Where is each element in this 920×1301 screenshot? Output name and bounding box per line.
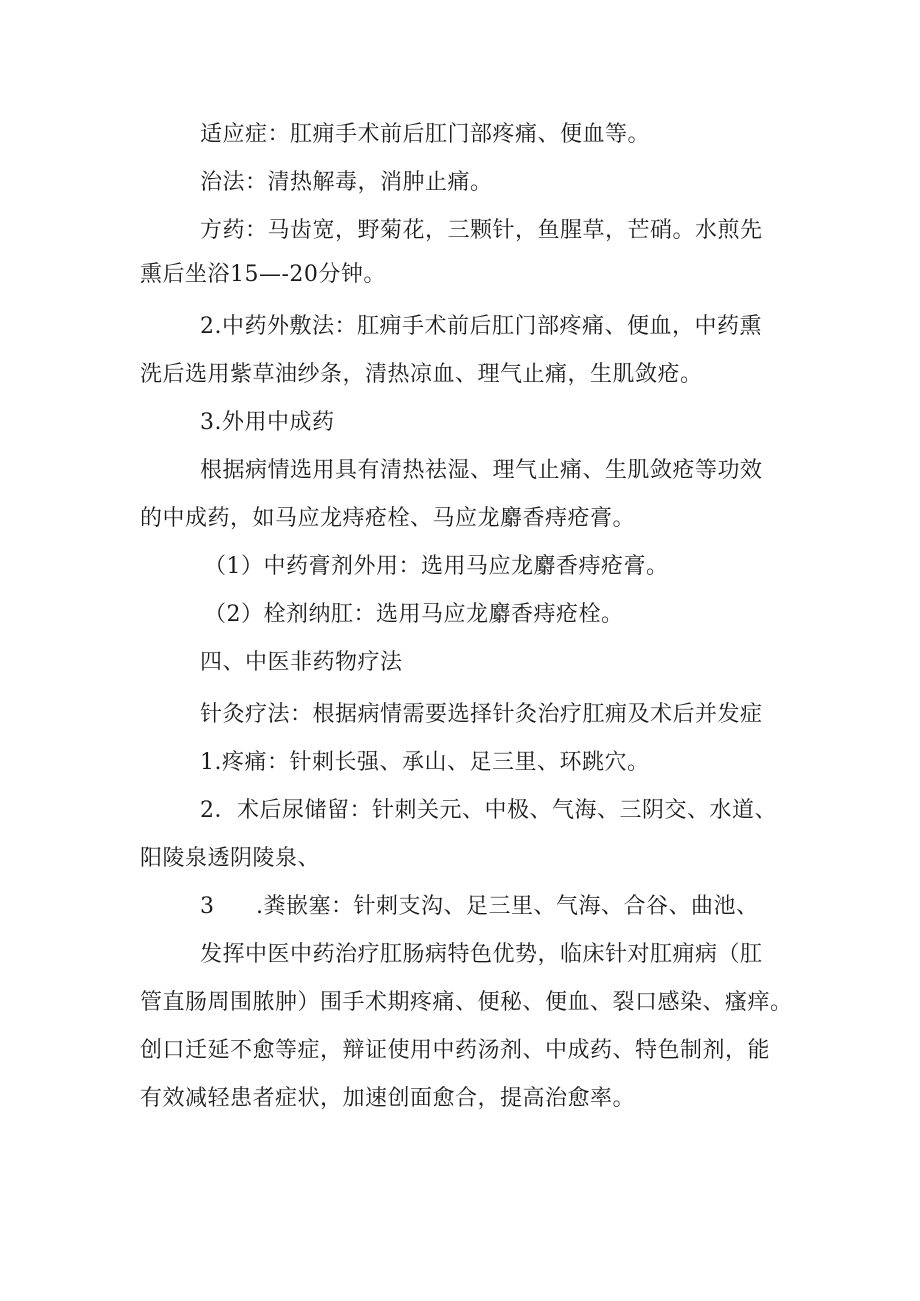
summary-line-2: 管直肠周围脓肿）围手术期疼痛、便秘、便血、裂口感染、瘙痒。 — [140, 990, 793, 1015]
section-4-heading: 四、中医非药物疗法 — [200, 650, 403, 675]
external-application-line-cont: 洗后选用紫草油纱条，清热凉血、理气止痛，生肌敛疮。 — [140, 362, 703, 387]
fecal-impaction-text: .粪嵌塞：针刺支沟、足三里、气海、合谷、曲池、 — [256, 894, 759, 919]
urinary-retention-line-cont: 阳陵泉透阴陵泉、 — [140, 846, 321, 871]
treatment-method-line: 治法：清热解毒，消肿止痛。 — [200, 170, 493, 195]
prescription-line: 方药：马齿宽，野菊花，三颗针，鱼腥草，芒硝。水煎先 — [200, 218, 763, 243]
summary-line-4: 有效减轻患者症状，加速创面愈合，提高治愈率。 — [140, 1086, 636, 1111]
indication-line: 适应症：肛痈手术前后肛门部疼痛、便血等。 — [200, 122, 651, 147]
patent-medicine-line-cont: 的中成药，如马应龙痔疮栓、马应龙麝香痔疮膏。 — [140, 506, 636, 531]
summary-line-1: 发挥中医中药治疗肛肠病特色优势，临床针对肛痈病（肛 — [200, 942, 763, 967]
section-3-heading: 3.外用中成药 — [200, 410, 335, 435]
acupuncture-intro-line: 针灸疗法：根据病情需要选择针灸治疗肛痈及术后并发症 — [200, 702, 763, 727]
pain-acupoints-line: 1.疼痛：针刺长强、承山、足三里、环跳穴。 — [200, 750, 650, 775]
urinary-retention-line: 2．术后尿储留：针刺关元、中极、气海、三阴交、水道、 — [200, 798, 777, 823]
summary-line-3: 创口迁延不愈等症，辩证使用中药汤剂、中成药、特色制剂，能 — [140, 1038, 771, 1063]
ointment-item: （1）中药膏剂外用：选用马应龙麝香痔疮膏。 — [204, 554, 669, 579]
suppository-item: （2）栓剂纳肛：选用马应龙麝香痔疮栓。 — [204, 602, 624, 627]
external-application-line: 2.中药外敷法：肛痈手术前后肛门部疼痛、便血，中药熏 — [200, 314, 762, 339]
item-number: 3 — [200, 894, 215, 919]
patent-medicine-line: 根据病情选用具有清热祛湿、理气止痛、生肌敛疮等功效 — [200, 458, 763, 483]
fecal-impaction-line — [200, 892, 759, 922]
prescription-line-cont: 熏后坐浴15—-20分钟。 — [140, 262, 386, 287]
